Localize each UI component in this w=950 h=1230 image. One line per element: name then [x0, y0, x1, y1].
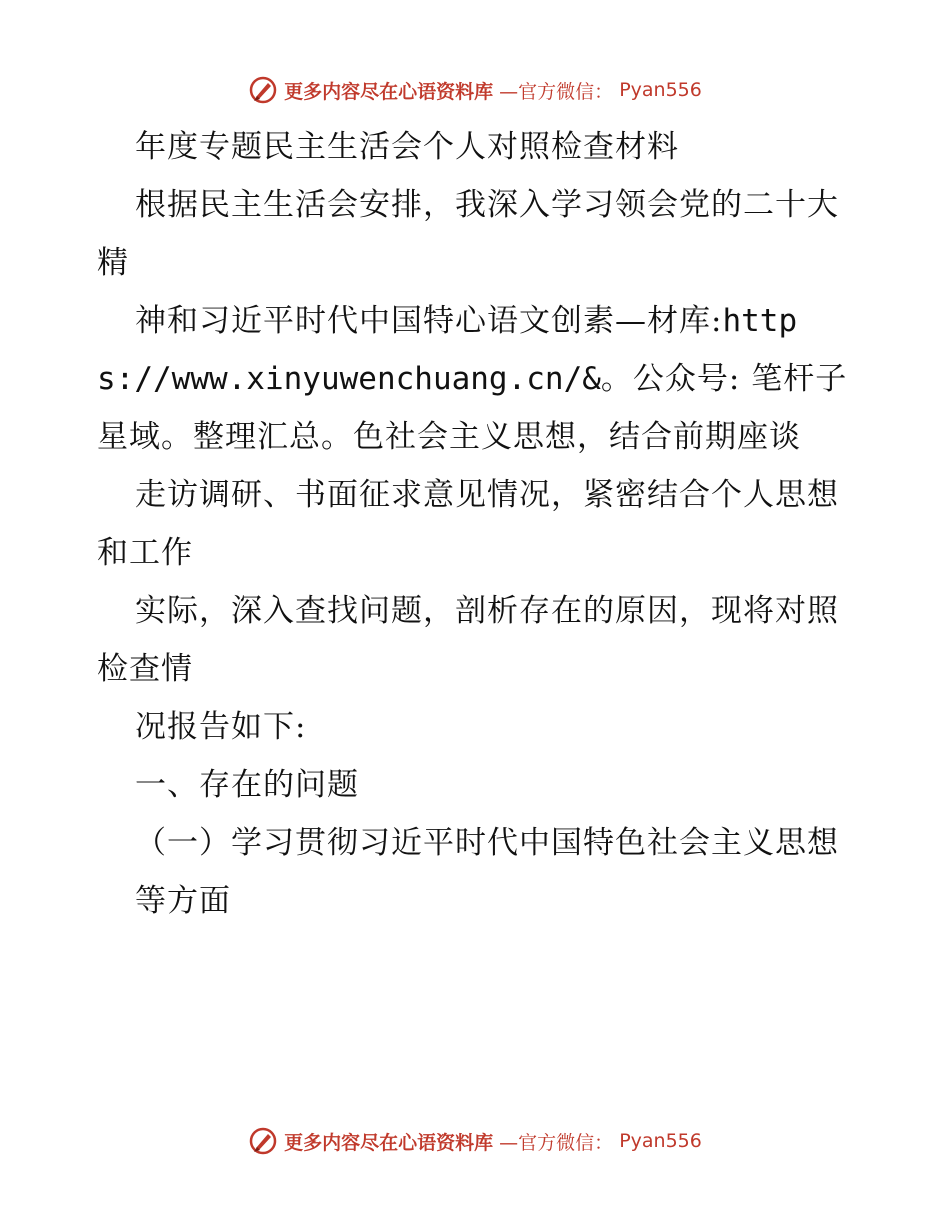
watermark-wechat-id: Pyan556	[619, 79, 702, 101]
watermark-main-text: 更多内容尽在心语资料库	[284, 1131, 494, 1154]
paragraph-5: 况报告如下:	[135, 709, 307, 745]
paragraph-6: 等方面	[135, 883, 231, 919]
source-url-text: https://www.xinyuwenchuang.cn/&	[97, 303, 798, 397]
subsection-heading-1: （一）学习贯彻习近平时代中国特色社会主义思想	[135, 825, 839, 861]
header-watermark	[0, 70, 950, 110]
watermark-sub-text: —官方微信：	[499, 80, 614, 103]
watermark-sub-text: —官方微信：	[499, 1131, 614, 1154]
section-heading-1: 一、存在的问题	[135, 767, 359, 803]
paragraph-3: 走访调研、书面征求意见情况，紧密结合个人思想和工作	[97, 477, 839, 571]
paragraph-2	[97, 292, 857, 466]
paragraph-1: 根据民主生活会安排，我深入学习领会党的二十大精	[97, 187, 839, 281]
paragraph-4: 实际，深入查找问题，剖析存在的原因，现将对照检查情	[97, 593, 839, 687]
watermark-wechat-id: Pyan556	[619, 1130, 702, 1152]
document-body	[97, 118, 857, 930]
paragraph-2-lead: 神和习近平时代中国特心语文创素—材库:	[135, 303, 723, 339]
document-title: 年度专题民主生活会个人对照检查材料	[135, 129, 679, 165]
paragraph-2-tail: 。公众号: 笔杆子星域。整理汇总。色社会主义思想，结合前期座谈	[97, 361, 848, 455]
pen-logo-icon	[248, 75, 278, 105]
pen-logo-icon	[248, 1126, 278, 1156]
footer-watermark	[0, 1121, 950, 1161]
watermark-main-text: 更多内容尽在心语资料库	[284, 80, 494, 103]
